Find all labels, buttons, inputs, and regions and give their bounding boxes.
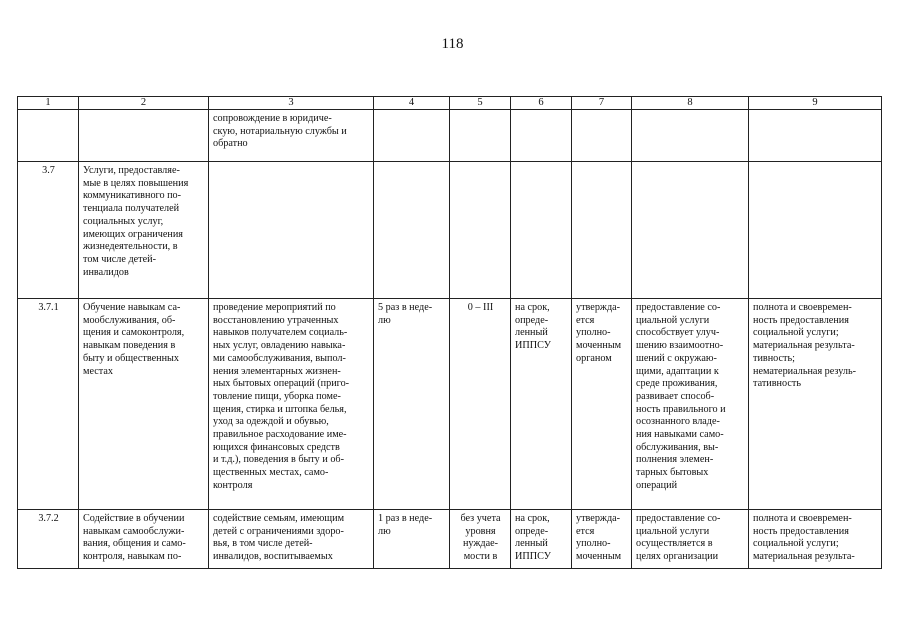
service-cost [572, 110, 632, 162]
service-frequency [374, 162, 450, 299]
need-level [450, 162, 511, 299]
column-header: 6 [511, 97, 572, 110]
service-term [511, 162, 572, 299]
column-header: 1 [18, 97, 79, 110]
need-level [450, 110, 511, 162]
service-name: Обучение навыкам са- мообслуживания, об- щения и самоконтроля, навыкам поведения в быту и общественных местах [79, 299, 209, 510]
quality-indicators [749, 162, 882, 299]
service-conditions [632, 110, 749, 162]
page-number: 118 [441, 36, 464, 52]
service-conditions [632, 162, 749, 299]
service-frequency [374, 110, 450, 162]
service-name: Содействие в обучении навыкам самообслужи- вания, общения и само- контроля, навыкам по- [79, 510, 209, 569]
service-name: Услуги, предоставляе- мые в целях повышения коммуникативного по- тенциала получателей социальных услуг, имеющих ограничения жизнедеятельности, в том числе детей- инвалидов [79, 162, 209, 299]
need-level: без учета уровня нуждае- мости в [450, 510, 511, 569]
column-header: 7 [572, 97, 632, 110]
service-cost: утвержда- ется уполно- моченным органом [572, 299, 632, 510]
table-row [18, 162, 882, 299]
services-table [17, 96, 882, 569]
row-number: 3.7.2 [18, 510, 79, 569]
service-cost [572, 162, 632, 299]
need-level: 0 – III [450, 299, 511, 510]
column-header: 2 [79, 97, 209, 110]
service-conditions: предоставление со- циальной услуги способствует улуч- шению взаимоотно- шений с окружаю- щими, адаптации к среде проживания, развивает способ- ность правильного и осознанного владе- ния навыками само- обслуживания, вы- полнения элемен- тарных бытовых операций [632, 299, 749, 510]
row-number [18, 110, 79, 162]
table-row [18, 110, 882, 162]
service-term: на срок, опреде- ленный ИППСУ [511, 510, 572, 569]
column-header: 4 [374, 97, 450, 110]
table-row [18, 510, 882, 569]
service-description: проведение мероприятий по восстановлению утраченных навыков получателем социаль- ных услуг, овладению навыка- ми самообслуживания, выпол- нения элементарных жизнен- ных бытовых операций (приго- товление пищи, уборка поме- щения, стирка и штопка белья, уход за одеждой и обувью, правильное расходование име- ющихся финансовых средств и т.д.), поведения в быту и об- щественных местах, само- контроля [209, 299, 374, 510]
service-frequency: 5 раз в неде- лю [374, 299, 450, 510]
column-header: 9 [749, 97, 882, 110]
column-header: 5 [450, 97, 511, 110]
column-header: 8 [632, 97, 749, 110]
service-term: на срок, опреде- ленный ИППСУ [511, 299, 572, 510]
column-header: 3 [209, 97, 374, 110]
service-name [79, 110, 209, 162]
row-number: 3.7 [18, 162, 79, 299]
quality-indicators [749, 110, 882, 162]
service-description [209, 162, 374, 299]
quality-indicators: полнота и своевремен- ность предоставления социальной услуги; материальная результа- тивность; нематериальная резуль- тативность [749, 299, 882, 510]
service-conditions: предоставление со- циальной услуги осуществляется в целях организации [632, 510, 749, 569]
service-term [511, 110, 572, 162]
service-description: сопровождение в юридиче- скую, нотариальную службы и обратно [209, 110, 374, 162]
service-frequency: 1 раз в неде- лю [374, 510, 450, 569]
service-description: содействие семьям, имеющим детей с ограничениями здоро- вья, в том числе детей- инвалидов, воспитываемых [209, 510, 374, 569]
service-cost: утвержда- ется уполно- моченным [572, 510, 632, 569]
quality-indicators: полнота и своевремен- ность предоставления социальной услуги; материальная результа- [749, 510, 882, 569]
column-number-row [18, 97, 882, 110]
row-number: 3.7.1 [18, 299, 79, 510]
table-row [18, 299, 882, 510]
